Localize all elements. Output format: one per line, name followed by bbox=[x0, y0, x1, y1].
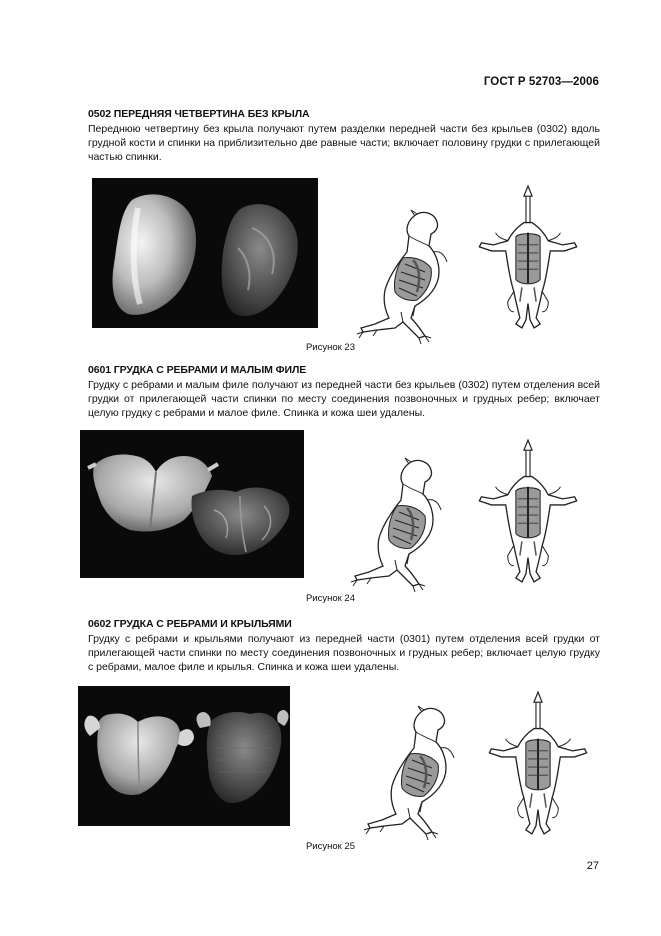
figure-25-photo-image bbox=[78, 686, 290, 826]
figure-24-caption: Рисунок 24 bbox=[305, 593, 356, 604]
section-0502 bbox=[88, 108, 600, 164]
figure-23-photo-image bbox=[92, 178, 318, 328]
figure-24-photo bbox=[80, 430, 304, 578]
figure-25-side-diagram bbox=[356, 702, 468, 842]
figure-24-front-diagram bbox=[474, 436, 582, 586]
page-number: 27 bbox=[586, 860, 599, 872]
section-0601 bbox=[88, 364, 600, 420]
figure-24-side-diagram bbox=[344, 454, 454, 594]
figure-24-photo-image bbox=[80, 430, 304, 578]
section-0602 bbox=[88, 618, 600, 674]
section-paragraph: Грудку с ребрами и крыльями получают из передней части (0301) путем отделения всей грудки от прилегающей части спинки по месту соединения позвоночных и грудных ребер; включает целую грудку с ребрами, малое филе и крылья. Спинка и кожа шеи удалены. bbox=[88, 633, 600, 673]
figure-25-caption: Рисунок 25 bbox=[305, 841, 356, 852]
figure-23-side-diagram bbox=[350, 206, 460, 346]
figure-23-photo bbox=[92, 178, 318, 328]
section-title: 0502 ПЕРЕДНЯЯ ЧЕТВЕРТИНА БЕЗ КРЫЛА bbox=[88, 108, 310, 120]
section-title: 0602 ГРУДКА С РЕБРАМИ И КРЫЛЬЯМИ bbox=[88, 618, 292, 630]
section-title: 0601 ГРУДКА С РЕБРАМИ И МАЛЫМ ФИЛЕ bbox=[88, 364, 307, 376]
figure-25-front-diagram bbox=[484, 688, 592, 838]
figure-23-front-diagram bbox=[476, 182, 580, 332]
section-paragraph: Грудку с ребрами и малым филе получают из передней части без крыльев (0302) путем отделения всей грудки от прилегающей части спинки по месту соединения позвоночных и грудных ребер; включает целую грудку с ребрами и малое филе. Спинка и кожа шеи удалены. bbox=[88, 379, 600, 419]
section-paragraph: Переднюю четвертину без крыла получают путем разделки передней части без крыльев (0302) вдоль грудной кости и спинки на приблизительно две равные части; включает половину грудки с прилегающей частью спинки. bbox=[88, 123, 600, 163]
standard-number: ГОСТ Р 52703—2006 bbox=[483, 76, 599, 88]
figure-25-photo bbox=[78, 686, 290, 826]
figure-23-caption: Рисунок 23 bbox=[305, 342, 356, 353]
